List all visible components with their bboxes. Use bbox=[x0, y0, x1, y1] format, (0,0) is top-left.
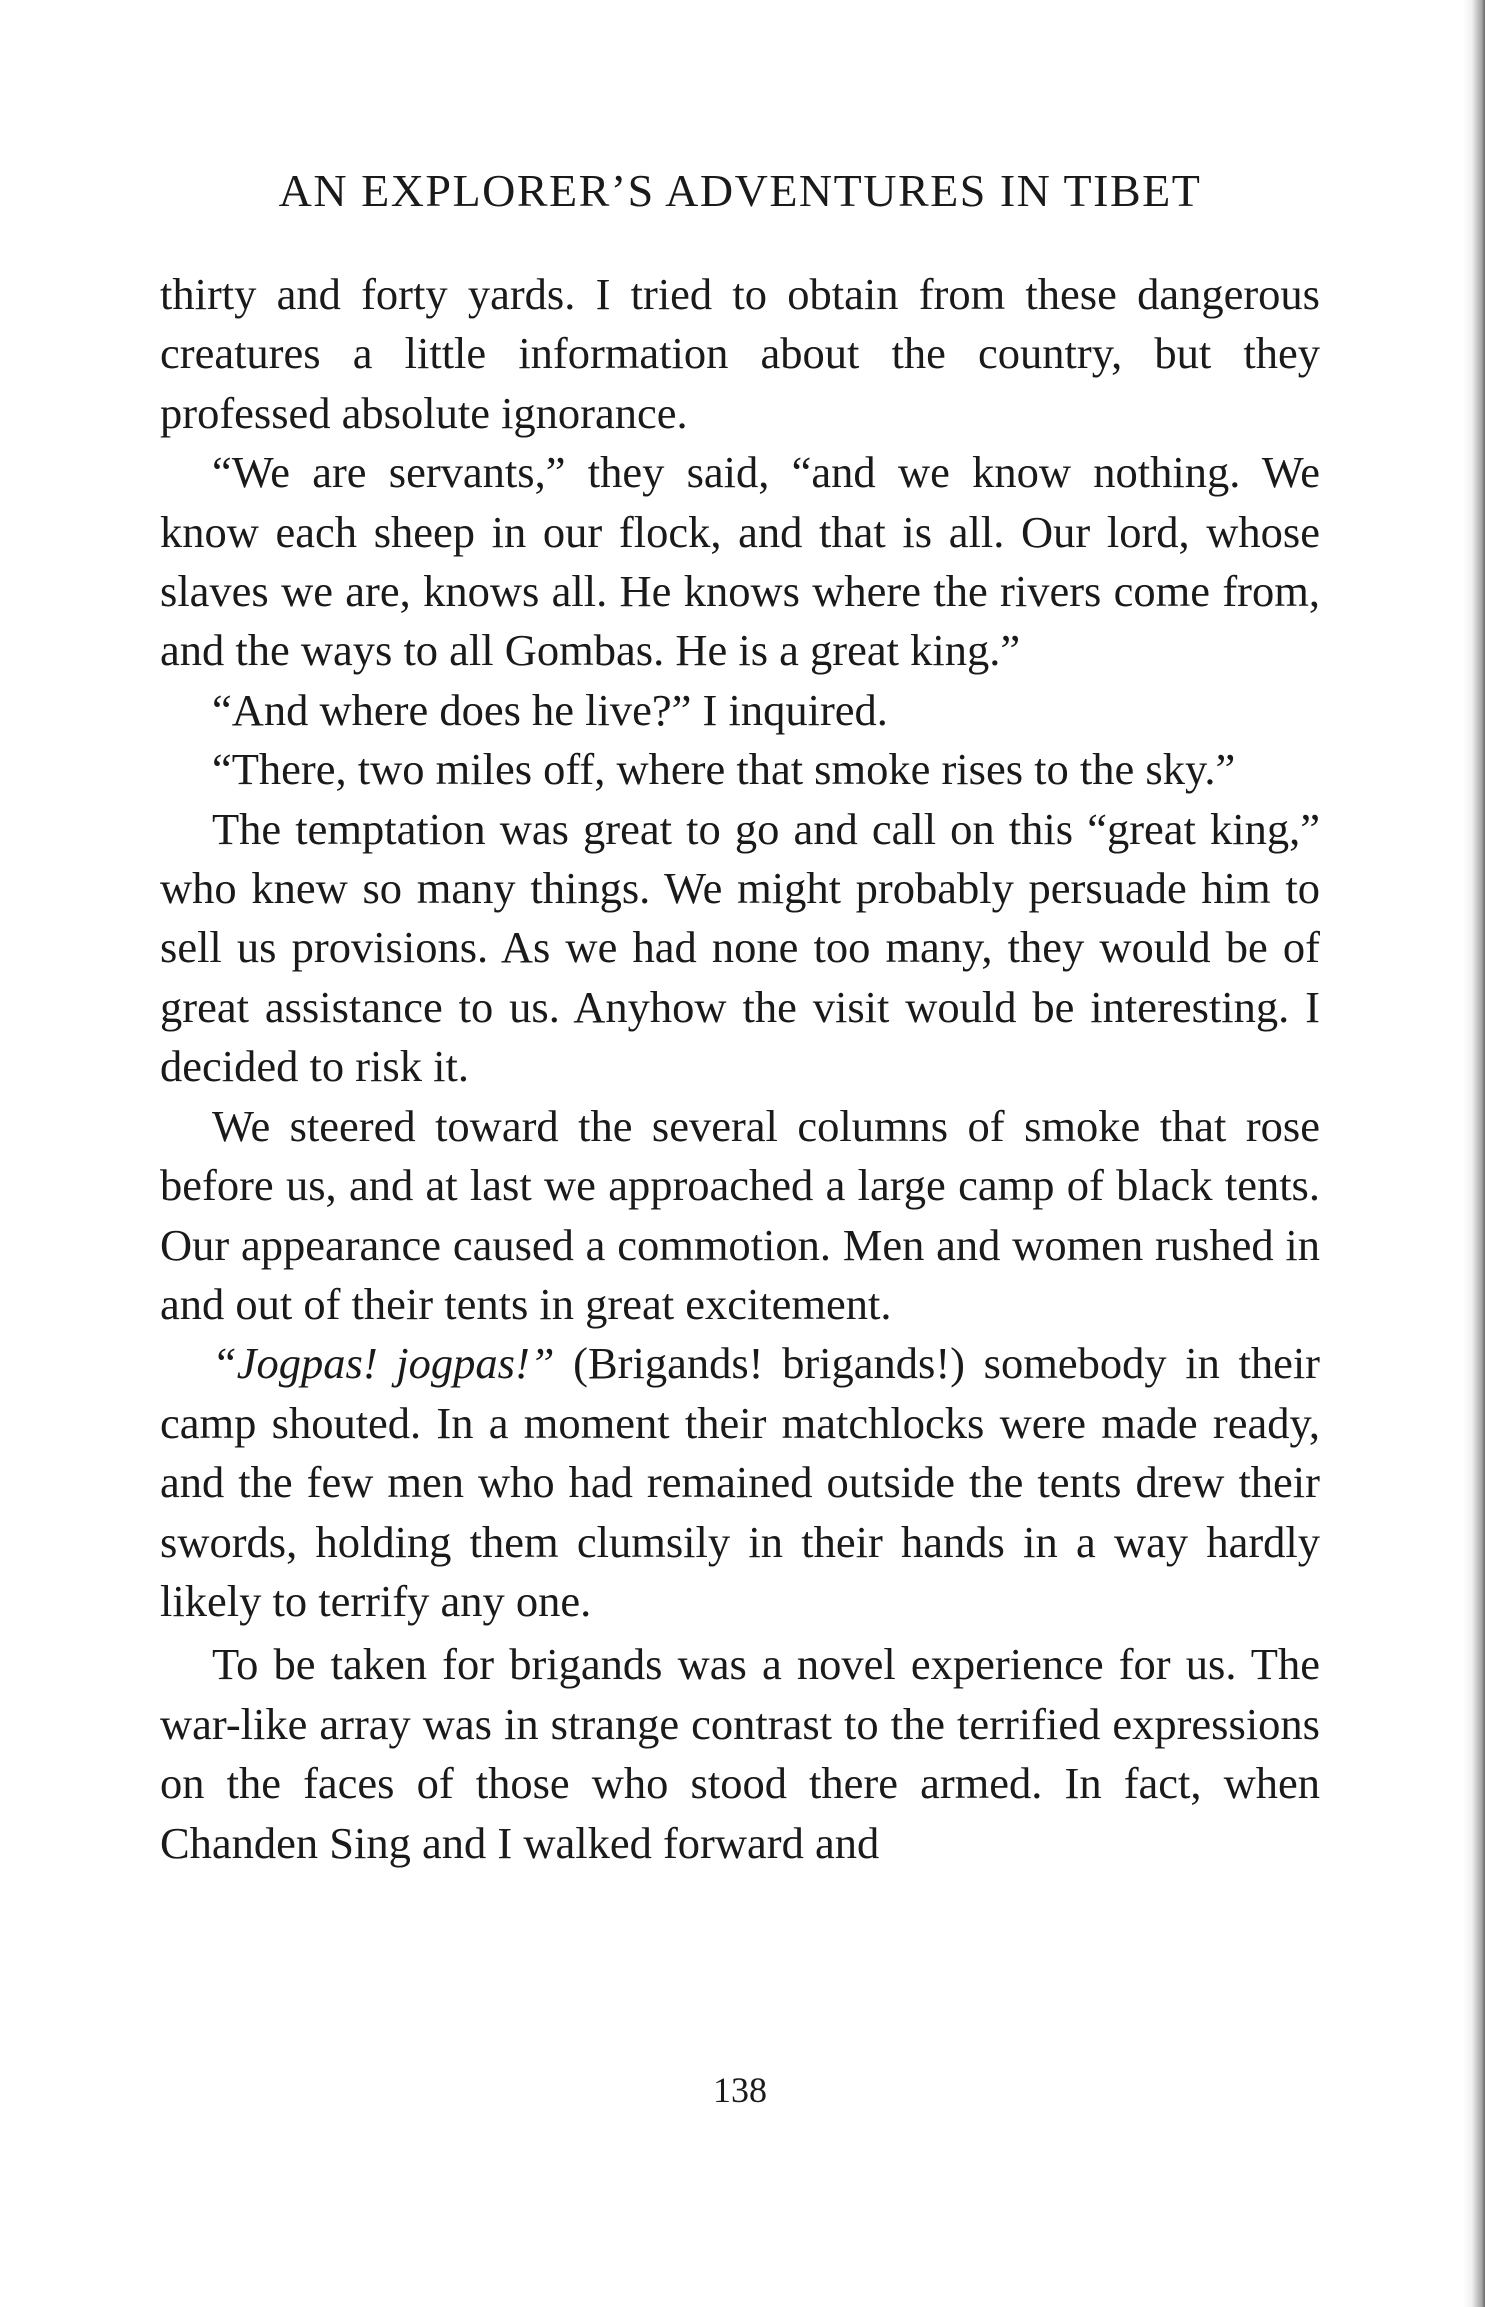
paragraph-1: thirty and forty yards. I tried to obtain from these dangerous creatures a little information about the country, but they professed absolute ignorance. bbox=[160, 269, 1320, 438]
jogpas-quote: “Jogpas! jogpas!” bbox=[212, 1338, 555, 1389]
binding-edge-shadow bbox=[1463, 0, 1485, 2307]
jogpas-rest: (Brigands! brigands!) somebody in their camp shouted. In a moment their matchlocks were made ready, and the few men who had remained outside the tents drew their swords, holding them clumsily in their hands in a way hardly likely to terrify any one. bbox=[160, 1338, 1320, 1626]
paragraph-6: We steered toward the several columns of smoke that rose before us, and at last we approached a large camp of black tents. Our appearance caused a commotion. Men and women rushed in and out of their tents in great excitement. bbox=[160, 1100, 1320, 1329]
paragraph-7 bbox=[160, 1334, 1320, 1631]
page-number: 138 bbox=[713, 2070, 767, 2110]
paragraph-2: “We are servants,” they said, “and we know nothing. We know each sheep in our flock, and that is all. Our lord, whose slaves we are, knows all. He knows where the rivers come from, and the ways to all Gombas. He is a great king.” bbox=[160, 447, 1320, 676]
paragraph-4: “There, two miles off, where that smoke rises to the sky.” bbox=[212, 744, 1236, 795]
running-head: AN EXPLORER’S ADVENTURES IN TIBET bbox=[278, 165, 1202, 216]
paragraph-3: “And where does he live?” I inquired. bbox=[212, 684, 888, 735]
paragraph-5: The temptation was great to go and call on this “great king,” who knew so many things. We might probably persuade him to sell us provisions. As we had none too many, they would be of great assistance to us. Anyhow the visit would be interesting. I decided to risk it. bbox=[160, 803, 1320, 1092]
body-text bbox=[160, 265, 1320, 1873]
paragraph-8: To be taken for brigands was a novel experience for us. The war-like array was in strange contrast to the terrified expressions on the faces of those who stood there armed. In fact, when Chanden Sing and I walked forward and bbox=[160, 1639, 1320, 1868]
